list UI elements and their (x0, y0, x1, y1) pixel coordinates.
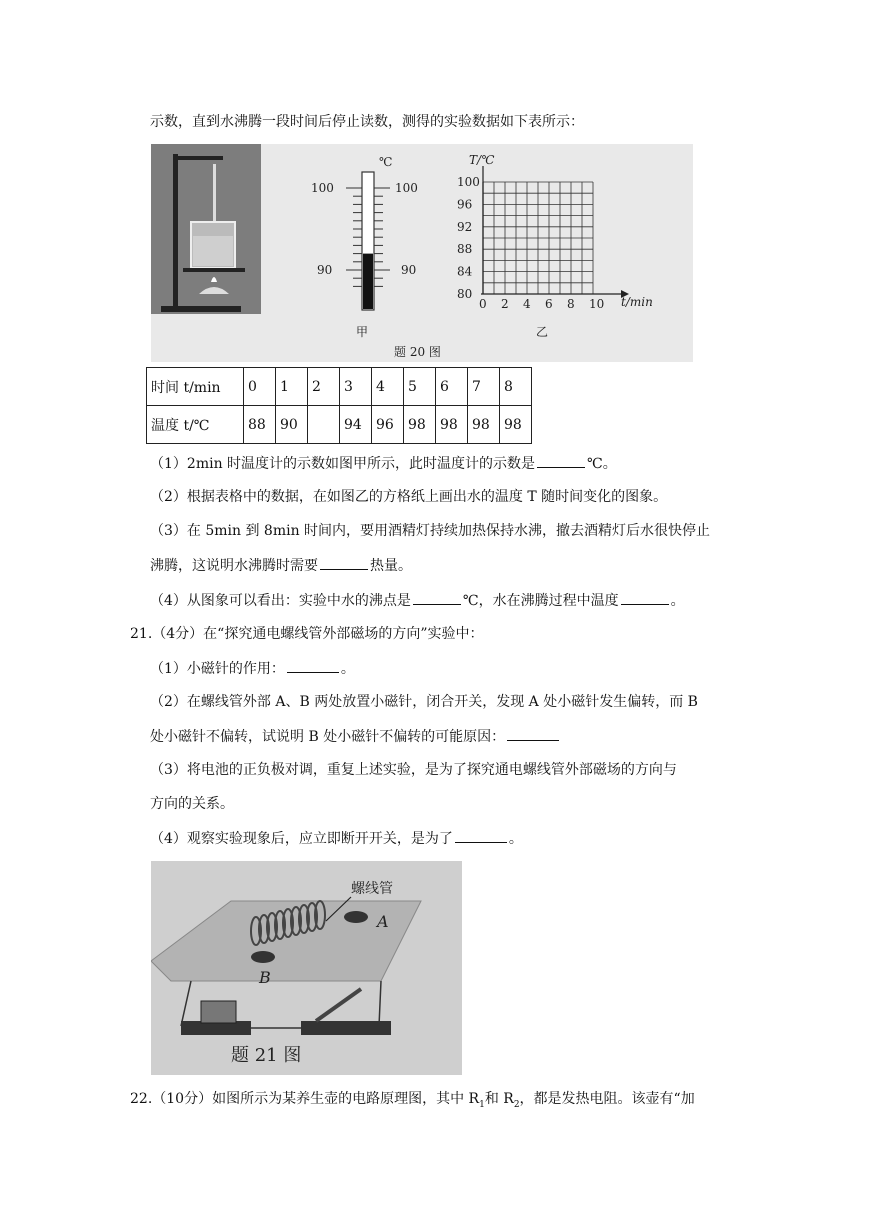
table-cell: 7 (468, 368, 500, 406)
q21-part2-line2 (150, 726, 561, 747)
graph-x-tick: 4 (523, 297, 531, 311)
table-row-time (147, 368, 532, 406)
figure-21-caption: 题 21 图 (231, 1045, 302, 1066)
graph-y-tick: 84 (457, 264, 473, 279)
q21-title: 21.（4分）在“探究通电螺线管外部磁场的方向”实验中： (130, 626, 484, 642)
table-cell: 98 (436, 406, 468, 444)
graph-x-tick: 0 (479, 297, 487, 311)
answer-blank[interactable] (320, 555, 368, 570)
graph-x-tick: 2 (501, 297, 509, 311)
q20-part3-text: 沸腾，这说明水沸腾时需要 (150, 558, 318, 574)
answer-blank[interactable] (413, 590, 461, 605)
table-cell: 1 (276, 368, 308, 406)
table-cell: 2 (308, 368, 340, 406)
yi-label: 乙 (536, 325, 549, 339)
table-cell: 96 (372, 406, 404, 444)
q21-part4-tail: 。 (508, 831, 523, 847)
q20-part1-unit: ℃。 (587, 456, 617, 472)
q20-part3-tail: 热量。 (370, 558, 412, 574)
answer-blank[interactable] (455, 828, 507, 843)
table-cell: 0 (244, 368, 276, 406)
thermo-unit: ℃ (379, 155, 393, 169)
switch-icon (316, 989, 361, 1021)
q20-part4 (150, 590, 685, 611)
graph-y-label: T/℃ (469, 153, 495, 167)
q21-part2-line1: （2）在螺线管外部 A、B 两处放置小磁针，闭合开关，发现 A 处小磁针发生偏转，而 B (150, 694, 698, 710)
data-table (146, 367, 532, 444)
table-cell: 88 (244, 406, 276, 444)
answer-blank[interactable] (621, 590, 669, 605)
q21-part1-text: （1）小磁针的作用： (150, 661, 285, 677)
q20-part1-text: （1）2min 时温度计的示数如图甲所示，此时温度计的示数是 (150, 456, 536, 472)
table-header-temperature: 温度 t/℃ (147, 406, 244, 444)
intro-line: 示数，直到水沸腾一段时间后停止读数，测得的实验数据如下表所示： (150, 114, 584, 130)
q20-part4-tail: 。 (670, 593, 685, 609)
figure-21 (151, 861, 462, 1075)
table-cell: 94 (340, 406, 372, 444)
thermo-label-90-left: 90 (317, 263, 333, 277)
graph-y-tick: 80 (457, 287, 473, 301)
switch-base (301, 1021, 391, 1035)
graph-x-tick: 10 (589, 297, 605, 311)
q21-part4-text: （4）观察实验现象后，应立即断开开关，是为了 (150, 831, 453, 847)
table-cell: 3 (340, 368, 372, 406)
q21-part2-text: 处小磁针不偏转，试说明 B 处小磁针不偏转的可能原因： (150, 729, 506, 745)
q20-part3-line2 (150, 555, 412, 576)
battery-icon (201, 1001, 236, 1023)
thermo-label-90-right: 90 (401, 263, 417, 277)
compass-a-icon (344, 911, 368, 923)
q21-part3-line1: （3）将电池的正负极对调，重复上述实验，是为了探究通电螺线管外部磁场的方向与 (150, 762, 677, 778)
figure-21-drawing (151, 861, 462, 1075)
thermo-label-100-left: 100 (311, 181, 334, 195)
table-cell: 90 (276, 406, 308, 444)
q22-sub-1: 1 (479, 1099, 485, 1110)
q20-part4-mid: ℃，水在沸腾过程中温度 (462, 593, 619, 609)
table-cell: 98 (500, 406, 532, 444)
table-cell (308, 406, 340, 444)
q22-text-c: ，都是发热电阻。该壶有“加 (519, 1091, 695, 1107)
graph-grid (457, 153, 653, 339)
table-cell: 98 (404, 406, 436, 444)
label-b: B (259, 968, 271, 987)
table-cell: 98 (468, 406, 500, 444)
q22-sub-2: 2 (513, 1099, 520, 1110)
answer-blank[interactable] (507, 726, 559, 741)
graph-x-tick: 6 (545, 297, 553, 311)
q20-part3-line1: （3）在 5min 到 8min 时间内，要用酒精灯持续加热保持水沸，撤去酒精灯后水很快停止 (150, 523, 711, 539)
graph-y-tick: 92 (457, 219, 473, 234)
table-cell: 5 (404, 368, 436, 406)
graph-y-tick: 96 (457, 197, 473, 212)
table-cell: 6 (436, 368, 468, 406)
q20-part1 (150, 453, 617, 474)
q22-text-b: 和 R (484, 1091, 514, 1107)
thermometer (311, 155, 418, 339)
q21-part3-line2: 方向的关系。 (150, 796, 234, 812)
figure-20-caption: 题 20 图 (394, 345, 441, 359)
q22-intro (130, 1089, 695, 1115)
figure-20 (151, 144, 693, 362)
label-a: A (377, 912, 389, 931)
q21-part4 (150, 828, 523, 849)
table-cell: 4 (372, 368, 404, 406)
jia-label: 甲 (356, 325, 369, 339)
solenoid-label: 螺线管 (351, 881, 393, 897)
graph-x-tick: 8 (567, 297, 575, 311)
thermometer-mercury (363, 254, 373, 309)
graph-x-label: t/min (621, 295, 653, 309)
q21-part1 (150, 658, 355, 679)
table-row-temperature (147, 406, 532, 444)
answer-blank[interactable] (287, 658, 339, 673)
q21-part1-tail: 。 (340, 661, 355, 677)
q22-text-a: 22.（10分）如图所示为某养生壶的电路原理图，其中 R (130, 1091, 480, 1107)
graph-y-tick: 88 (457, 242, 473, 257)
figure-20-drawing (151, 144, 693, 362)
answer-blank[interactable] (537, 453, 585, 468)
table-cell: 8 (500, 368, 532, 406)
q20-part2: （2）根据表格中的数据，在如图乙的方格纸上画出水的温度 T 随时间变化的图象。 (150, 489, 668, 505)
table-header-time: 时间 t/min (147, 368, 244, 406)
q20-part4-text: （4）从图象可以看出：实验中水的沸点是 (150, 593, 411, 609)
thermo-label-100-right: 100 (395, 181, 418, 195)
compass-b-icon (251, 951, 275, 963)
graph-y-tick: 100 (457, 175, 480, 189)
